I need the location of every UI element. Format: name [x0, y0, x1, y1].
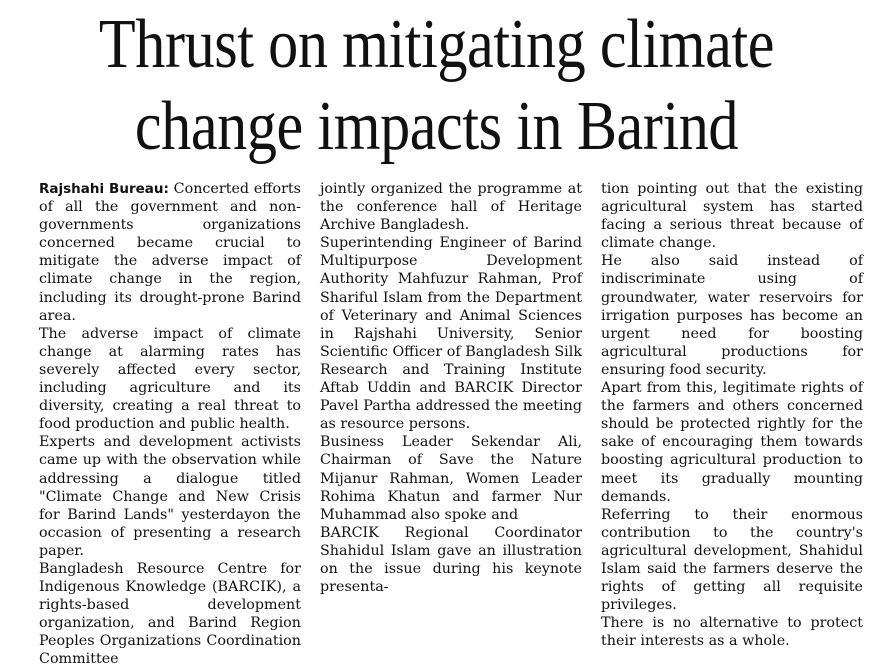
paragraph: There is no alternative to protect their interests as a whole. [601, 615, 863, 650]
headline-line-1: Thrust on mitigating climate [98, 6, 775, 83]
headline-line-2: change impacts in Barind [134, 88, 739, 165]
paragraph: The adverse impact of climate change at alarming rates has severely affected every sector, including agriculture and its diversity, creating a real threat to food production and public health. [39, 325, 301, 433]
paragraph: jointly organized the programme at the conference hall of Heritage Archive Bangladesh. [320, 181, 582, 234]
paragraph: BARCIK Regional Coordinator Shahidul Islam gave an illustration on the issue during his keynote presenta- [320, 524, 582, 596]
paragraph: Experts and development activists came up with the observation while addressing a dialogue titled "Climate Change and New Crisis for Barind Lands" yesterdayon the occasion of presenting a research paper. [39, 434, 301, 559]
paragraph-text: Concerted efforts of all the government and non-governments organizations concerned became crucial to mitigate the adverse impact of climate change in the region, including its drought-prone Barind area. [39, 181, 301, 324]
paragraph: Bangladesh Resource Centre for Indigenous Knowledge (BARCIK), a rights-based development organization, and Barind Region Peoples Organizations Coordination Committee [39, 560, 301, 668]
byline: Rajshahi Bureau: [39, 181, 169, 197]
article-column-1 [39, 180, 301, 669]
paragraph: tion pointing out that the existing agricultural system has started facing a serious threat because of climate change. [601, 181, 863, 252]
paragraph [39, 180, 301, 325]
paragraph: Business Leader Sekendar Ali, Chairman of Save the Nature Mijanur Rahman, Women Leader Rohima Khatun and farmer Nur Muhammad also spoke and [320, 434, 582, 523]
article-column-2 [320, 180, 582, 596]
paragraph: Referring to their enormous contribution to the country's agricultural development, Shahidul Islam said the farmers deserve the rights of getting all requisite privileges. [601, 506, 863, 614]
paragraph: Apart from this, legitimate rights of the farmers and others concerned should be protected rightly for the sake of encouraging them towards boosting agricultural production to meet its gradually mounting demands. [601, 380, 863, 505]
paragraph: Superintending Engineer of Barind Multipurpose Development Authority Mahfuzur Rahman, Prof Shariful Islam from the Department of Veterinary and Animal Sciences in Rajshahi University, Senior Scientific Officer of Bangladesh Silk Research and Training Institute Aftab Uddin and BARCIK Director Pavel Partha addressed the meeting as resource persons. [320, 235, 582, 433]
paragraph: He also said instead of indiscriminate using of groundwater, water reservoirs for irrigation purposes has become an urgent need for boosting agricultural productions for ensuring food security. [601, 253, 863, 378]
article-column-3 [601, 180, 863, 650]
headline [61, 4, 812, 168]
